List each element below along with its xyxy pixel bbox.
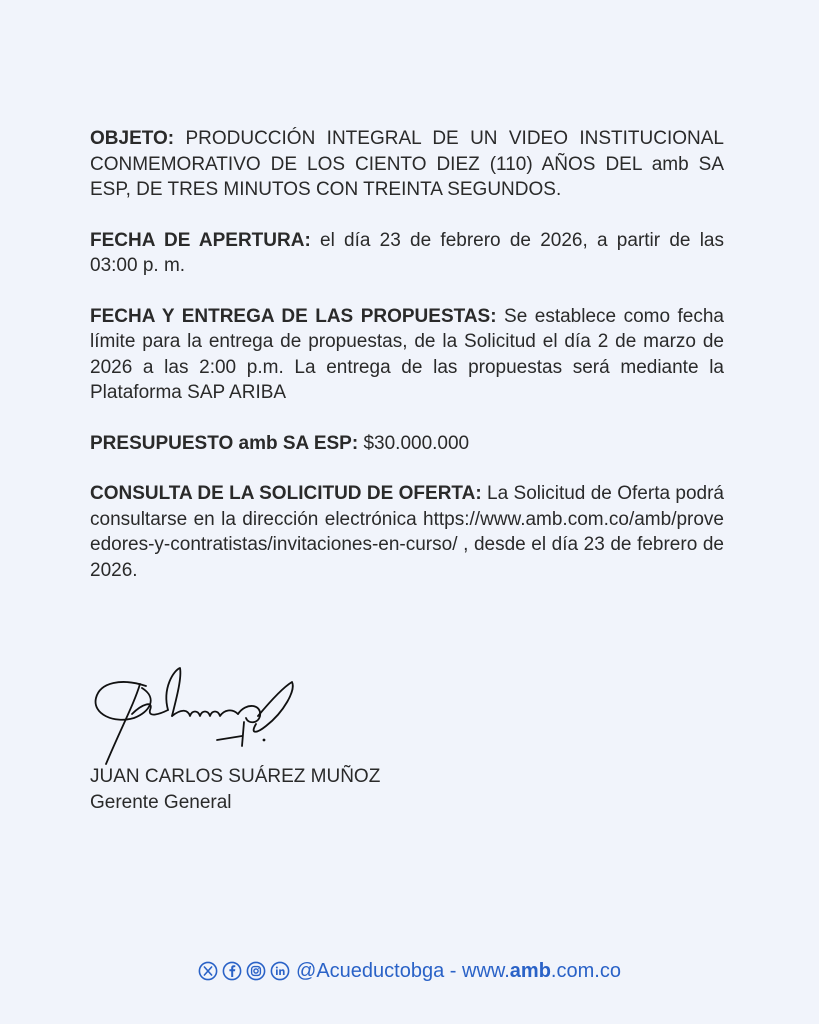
consulta-url-link[interactable]: https://www.amb.com.co/amb/proveedores-y-contratistas/invitaciones-en-curso/ <box>90 508 724 555</box>
presupuesto-paragraph <box>90 431 724 457</box>
footer-site-suffix: .com.co <box>550 959 621 982</box>
facebook-icon[interactable] <box>222 961 242 981</box>
footer <box>0 956 819 986</box>
consulta-label: CONSULTA DE LA SOLICITUD DE OFERTA: <box>90 483 482 504</box>
consulta-paragraph <box>90 481 724 583</box>
footer-separator: - <box>444 959 462 982</box>
footer-site-prefix: www. <box>462 959 510 982</box>
footer-site-brand: amb <box>509 959 551 982</box>
notice-body <box>90 126 724 608</box>
presupuesto-text: $30.000.000 <box>358 432 470 454</box>
fecha-entrega-paragraph <box>90 304 724 406</box>
objeto-paragraph <box>90 126 724 203</box>
fecha-apertura-text: el día 23 de febrero de 2026, a partir de las 03:00 p. m. <box>90 229 724 276</box>
signer-block <box>90 764 380 816</box>
fecha-apertura-paragraph <box>90 228 724 279</box>
fecha-apertura-label: FECHA DE APERTURA: <box>90 229 311 251</box>
linkedin-icon[interactable] <box>270 961 290 981</box>
social-icons <box>198 961 290 981</box>
footer-handle[interactable]: @Acueductobga <box>296 959 445 982</box>
consulta-text-after: , desde el día 23 de febrero de 2026. <box>90 534 724 581</box>
objeto-label: OBJETO: <box>90 128 175 149</box>
fecha-entrega-label: FECHA Y ENTREGA DE LAS PROPUESTAS: <box>90 305 497 327</box>
footer-website-link[interactable] <box>462 960 621 983</box>
objeto-text: PRODUCCIÓN INTEGRAL DE UN VIDEO INSTITUCIONAL CONMEMORATIVO DE LOS CIENTO DIEZ (110) AÑOS DEL amb SA ESP, DE TRES MINUTOS CON TREINTA SEGUNDOS. <box>90 128 724 200</box>
presupuesto-label: PRESUPUESTO amb SA ESP: <box>90 432 359 454</box>
signature-image <box>92 664 302 768</box>
signer-title: Gerente General <box>90 792 232 813</box>
signer-name: JUAN CARLOS SUÁREZ MUÑOZ <box>90 766 381 787</box>
instagram-icon[interactable] <box>246 961 266 981</box>
x-icon[interactable] <box>198 961 218 981</box>
consulta-text-before: La Solicitud de Oferta podrá consultarse en la dirección electrónica <box>90 483 724 530</box>
fecha-entrega-text: Se establece como fecha límite para la entrega de propuestas, de la Solicitud el día 2 de marzo de 2026 a las 2:00 p.m. La entrega de las propuestas será mediante la Plataforma SAP ARIBA <box>90 305 724 403</box>
